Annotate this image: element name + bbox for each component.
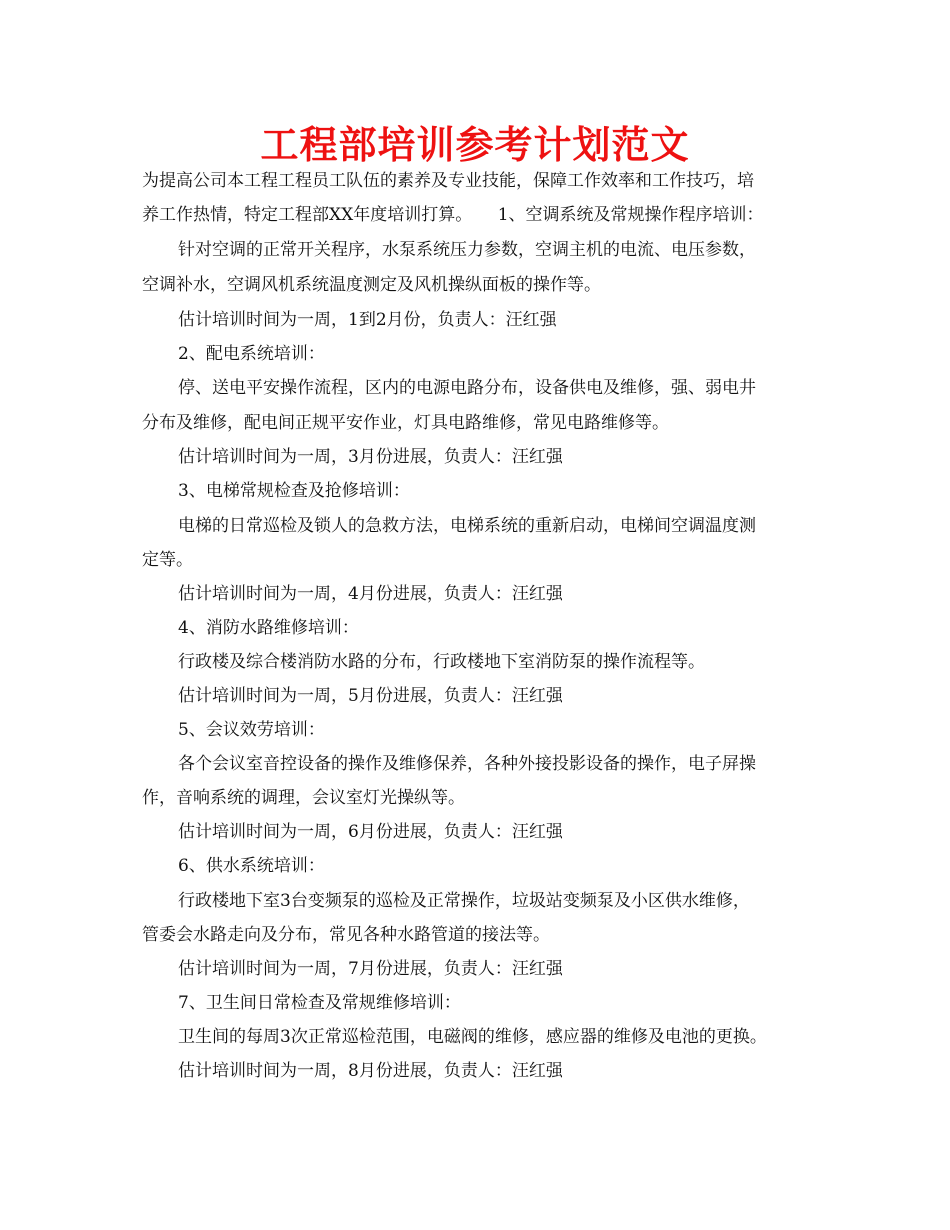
paragraph-line: 行政楼地下室3台变频泵的巡检及正常操作，垃圾站变频泵及小区供水维修， (178, 891, 750, 911)
paragraph-line: 各个会议室音控设备的操作及维修保养，各种外接投影设备的操作，电子屏操 (178, 754, 756, 774)
section-heading: 3、电梯常规检查及抢修培训： (178, 481, 410, 501)
paragraph-line: 定等。 (142, 550, 193, 570)
paragraph-line: 卫生间的每周3次正常巡检范围，电磁阀的维修，感应器的维修及电池的更换。 (178, 1027, 767, 1047)
paragraph-line: 为提高公司本工程工程员工队伍的素养及专业技能，保障工作效率和工作技巧，培 (142, 171, 754, 191)
paragraph-line: 行政楼及综合楼消防水路的分布，行政楼地下室消防泵的操作流程等。 (178, 652, 705, 672)
paragraph-line: 作，音响系统的调理，会议室灯光操纵等。 (142, 788, 465, 808)
section-heading: 2、配电系统培训： (178, 344, 325, 364)
paragraph-line: 估计培训时间为一周，8月份进展，负责人：汪红强 (178, 1061, 563, 1081)
section-heading: 7、卫生间日常检查及常规维修培训： (178, 993, 461, 1013)
paragraph-line: 估计培训时间为一周，7月份进展，负责人：汪红强 (178, 959, 563, 979)
section-heading: 5、会议效劳培训： (178, 720, 325, 740)
paragraph-line: 针对空调的正常开关程序，水泵系统压力参数，空调主机的电流、电压参数， (178, 240, 756, 260)
section-heading: 6、供水系统培训： (178, 856, 325, 876)
paragraph-line: 养工作热情，特定工程部XX年度培训打算。 1、空调系统及常规操作程序培训： (142, 205, 764, 225)
paragraph-line: 分布及维修，配电间正规平安作业，灯具电路维修，常见电路维修等。 (142, 413, 669, 433)
document-title: 工程部培训参考计划范文 (260, 123, 690, 167)
paragraph-line: 估计培训时间为一周，3月份进展，负责人：汪红强 (178, 447, 563, 467)
paragraph-line: 停、送电平安操作流程，区内的电源电路分布，设备供电及维修，强、弱电井 (178, 378, 756, 398)
paragraph-line: 管委会水路走向及分布，常见各种水路管道的接法等。 (142, 925, 550, 945)
paragraph-line: 估计培训时间为一周，6月份进展，负责人：汪红强 (178, 822, 563, 842)
paragraph-line: 空调补水，空调风机系统温度测定及风机操纵面板的操作等。 (142, 275, 601, 295)
paragraph-line: 估计培训时间为一周，1到2月份，负责人：汪红强 (178, 310, 557, 330)
paragraph-line: 估计培训时间为一周，5月份进展，负责人：汪红强 (178, 686, 563, 706)
section-heading: 4、消防水路维修培训： (178, 618, 359, 638)
paragraph-line: 估计培训时间为一周，4月份进展，负责人：汪红强 (178, 584, 563, 604)
paragraph-line: 电梯的日常巡检及锁人的急救方法，电梯系统的重新启动，电梯间空调温度测 (178, 516, 756, 536)
